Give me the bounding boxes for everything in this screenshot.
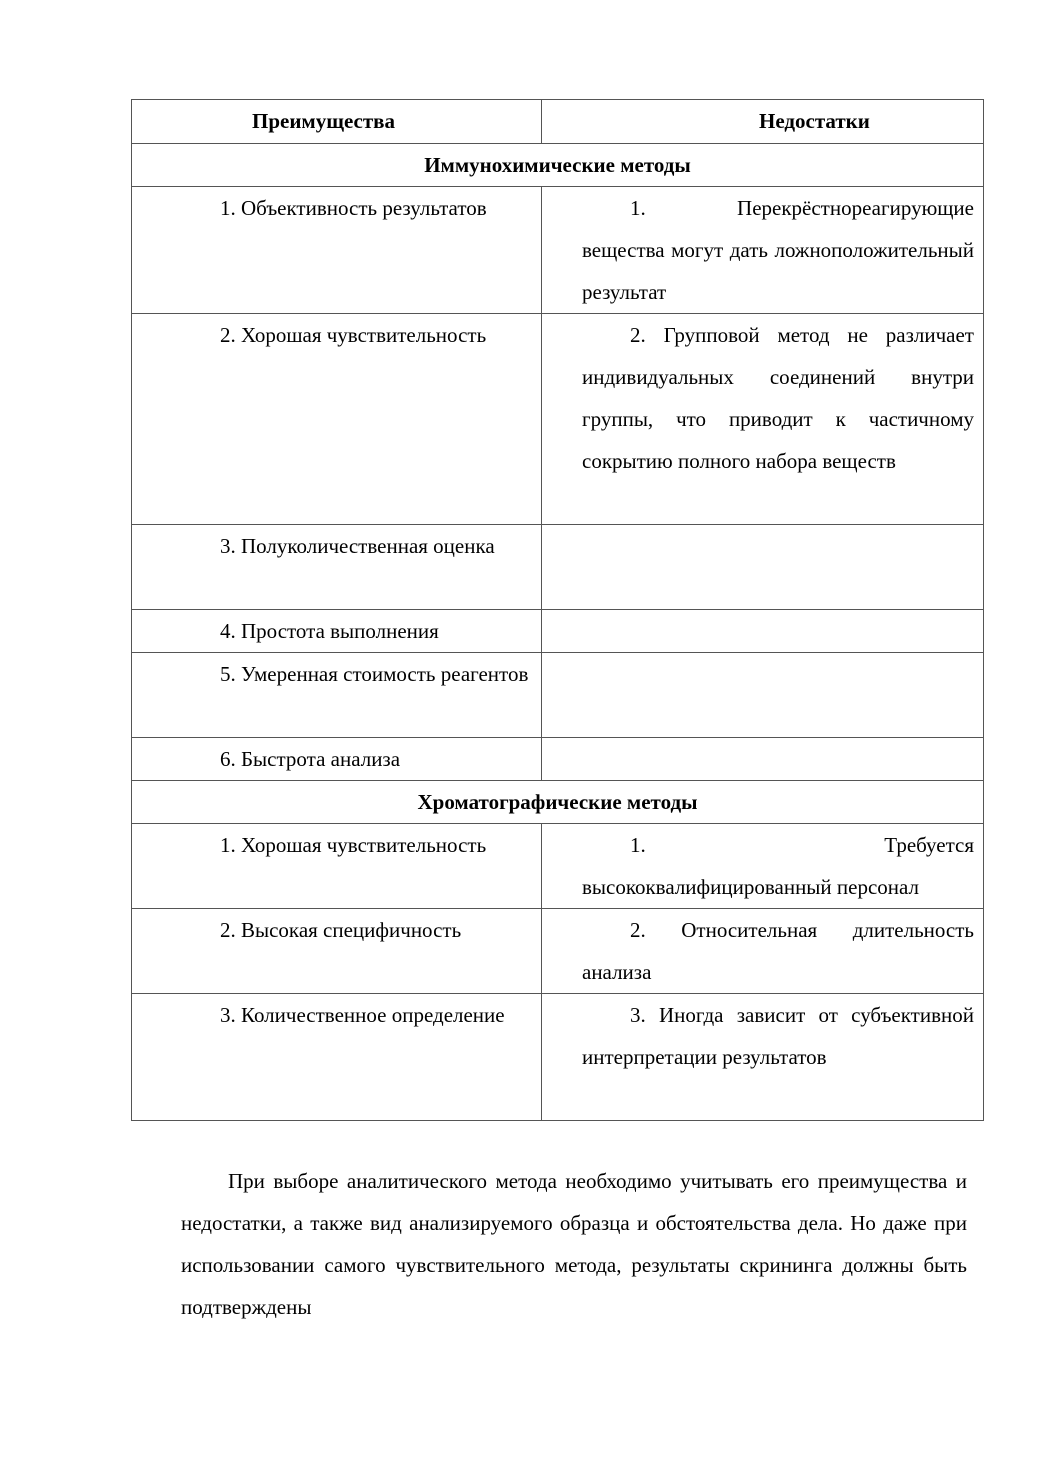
disadvantage-cell: 1. Требуется высококвалифицированный персонал (542, 824, 984, 909)
disadvantage-cell (542, 610, 984, 653)
disadvantage-cell: 1. Перекрёстнореагирующие вещества могут дать ложноположительный результат (542, 187, 984, 314)
body-paragraph: При выборе аналитического метода необходимо учитывать его преимущества и недостатки, а также вид анализируемого образца и обстоятельства дела. Но даже при использовании самого чувствительного метода, результаты скрининга должны быть подтверждены (181, 1169, 967, 1319)
advantage-cell: 3. Полуколичественная оценка (132, 525, 542, 610)
header-disadvantages: Недостатки (542, 100, 984, 144)
table-row (132, 824, 984, 909)
header-advantages: Преимущества (132, 100, 542, 144)
table-row (132, 187, 984, 314)
table-row (132, 738, 984, 781)
disadvantage-cell (542, 653, 984, 738)
section-title-chromatographic: Хроматографические методы (132, 781, 984, 824)
advantage-cell: 1. Объективность результатов (132, 187, 542, 314)
section-title-immunochemical: Иммунохимические методы (132, 144, 984, 187)
table-header-row (132, 100, 984, 144)
advantage-cell: 5. Умеренная стоимость реагентов (132, 653, 542, 738)
disadvantage-cell (542, 738, 984, 781)
advantage-cell: 3. Количественное определение (132, 994, 542, 1121)
advantage-cell: 1. Хорошая чувствительность (132, 824, 542, 909)
section-row (132, 144, 984, 187)
table-row (132, 994, 984, 1121)
table-row (132, 653, 984, 738)
disadvantage-cell: 2. Относительная длительность анализа (542, 909, 984, 994)
advantage-cell: 4. Простота выполнения (132, 610, 542, 653)
section-row (132, 781, 984, 824)
table-row (132, 909, 984, 994)
table-row (132, 610, 984, 653)
advantage-cell: 2. Высокая специфичность (132, 909, 542, 994)
table-row (132, 314, 984, 525)
disadvantage-cell: 2. Групповой метод не различает индивидуальных соединений внутри группы, что приводит к частичному сокрытию полного набора веществ (542, 314, 984, 525)
advantage-cell: 2. Хорошая чувствительность (132, 314, 542, 525)
table-row (132, 525, 984, 610)
advantage-cell: 6. Быстрота анализа (132, 738, 542, 781)
disadvantage-cell (542, 525, 984, 610)
disadvantage-cell: 3. Иногда зависит от субъективной интерпретации результатов (542, 994, 984, 1121)
comparison-table (131, 99, 984, 1121)
